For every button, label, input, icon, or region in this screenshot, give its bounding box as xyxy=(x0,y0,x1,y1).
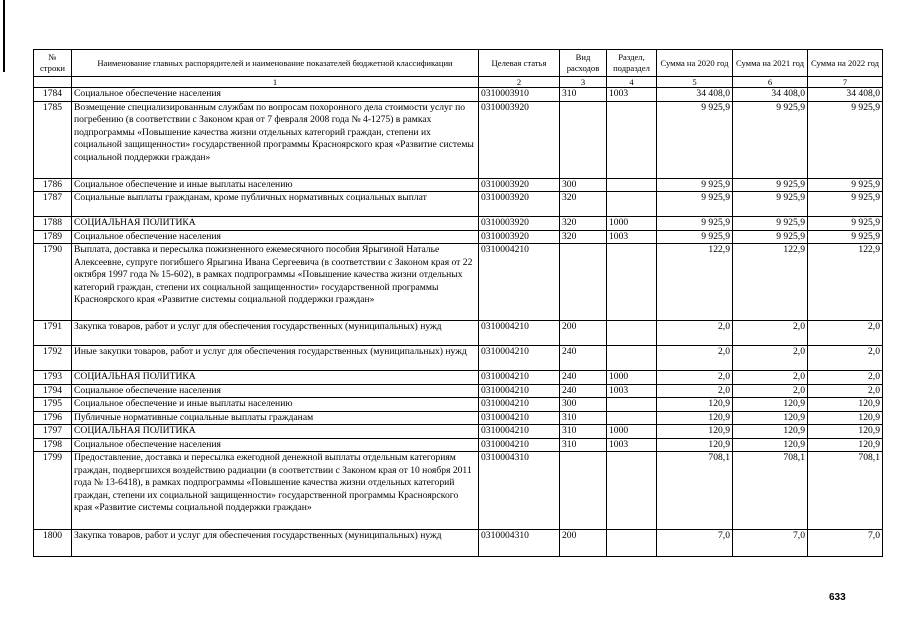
table-row xyxy=(34,425,883,439)
sum-2022: 2,0 xyxy=(808,384,883,398)
section-code: 1000 xyxy=(607,371,657,385)
expense-type: 310 xyxy=(560,425,607,439)
column-number: 5 xyxy=(657,77,733,88)
table-row xyxy=(34,101,883,178)
sum-2022: 120,9 xyxy=(808,398,883,412)
sum-2021: 9 925,9 xyxy=(733,178,808,192)
header-name: Наименование главных распорядителей и наименование показателей бюджетной классификации xyxy=(72,50,479,77)
sum-2021: 2,0 xyxy=(733,371,808,385)
target-article: 0310004210 xyxy=(479,438,560,452)
column-number: 3 xyxy=(560,77,607,88)
target-article: 0310003920 xyxy=(479,101,560,178)
sum-2020: 708,1 xyxy=(657,452,733,530)
sum-2020: 9 925,9 xyxy=(657,217,733,231)
sum-2022: 9 925,9 xyxy=(808,192,883,217)
table-row xyxy=(34,371,883,385)
sum-2021: 7,0 xyxy=(733,530,808,557)
row-name: Социальное обеспечение и иные выплаты населению xyxy=(72,178,479,192)
table-row xyxy=(34,178,883,192)
target-article: 0310004210 xyxy=(479,346,560,371)
row-number: 1792 xyxy=(34,346,72,371)
row-name: Возмещение специализированным службам по вопросам похоронного дела стоимости услуг по погребению (в соответствии с Законом края от 7 февраля 2008 года № 4-1275) в рамках подпрограммы «Повышение качества жизни отдельных категорий граждан, степени их социальной защищенности» государственной программы Красноярского края «Развитие системы социальной поддержки граждан» xyxy=(72,101,479,178)
sum-2022: 9 925,9 xyxy=(808,217,883,231)
column-number-row xyxy=(34,77,883,88)
sum-2021: 34 408,0 xyxy=(733,88,808,102)
table-row xyxy=(34,398,883,412)
header-row-number: № строки xyxy=(34,50,72,77)
row-number: 1796 xyxy=(34,411,72,425)
row-name: СОЦИАЛЬНАЯ ПОЛИТИКА xyxy=(72,371,479,385)
sum-2022: 120,9 xyxy=(808,411,883,425)
expense-type: 200 xyxy=(560,530,607,557)
expense-type: 300 xyxy=(560,178,607,192)
sum-2021: 9 925,9 xyxy=(733,217,808,231)
sum-2022: 9 925,9 xyxy=(808,230,883,244)
section-code xyxy=(607,411,657,425)
row-name: Закупка товаров, работ и услуг для обеспечения государственных (муниципальных) нужд xyxy=(72,321,479,346)
sum-2020: 2,0 xyxy=(657,384,733,398)
target-article: 0310004210 xyxy=(479,384,560,398)
sum-2022: 122,9 xyxy=(808,244,883,321)
sum-2022: 120,9 xyxy=(808,425,883,439)
table-row xyxy=(34,438,883,452)
row-name: Публичные нормативные социальные выплаты гражданам xyxy=(72,411,479,425)
table-row xyxy=(34,384,883,398)
expense-type: 310 xyxy=(560,88,607,102)
expense-type: 240 xyxy=(560,384,607,398)
expense-type: 310 xyxy=(560,438,607,452)
sum-2022: 9 925,9 xyxy=(808,178,883,192)
sum-2020: 2,0 xyxy=(657,321,733,346)
section-code xyxy=(607,398,657,412)
header-target-article: Целевая статья xyxy=(479,50,560,77)
sum-2021: 120,9 xyxy=(733,425,808,439)
target-article: 0310004210 xyxy=(479,398,560,412)
column-number: 6 xyxy=(733,77,808,88)
header-sum-2022: Сумма на 2022 год xyxy=(808,50,883,77)
table-row xyxy=(34,321,883,346)
sum-2020: 2,0 xyxy=(657,346,733,371)
row-number: 1795 xyxy=(34,398,72,412)
target-article: 0310003920 xyxy=(479,192,560,217)
expense-type xyxy=(560,101,607,178)
table-row xyxy=(34,217,883,231)
row-number: 1788 xyxy=(34,217,72,231)
target-article: 0310004210 xyxy=(479,371,560,385)
row-number: 1797 xyxy=(34,425,72,439)
table-header-row xyxy=(34,50,883,77)
section-code xyxy=(607,101,657,178)
row-name: Социальное обеспечение населения xyxy=(72,438,479,452)
sum-2021: 120,9 xyxy=(733,411,808,425)
row-name: Предоставление, доставка и пересылка ежегодной денежной выплаты отдельным категориям граждан, подвергшихся воздействию радиации (в соответствии с Законом края от 10 ноября 2011 года № 13-6418), в рамках подпрограммы «Повышение качества жизни отдельных категорий граждан, степени их социальной защищенности» государственной программы Красноярского края «Развитие системы социальной поддержки граждан» xyxy=(72,452,479,530)
expense-type: 320 xyxy=(560,230,607,244)
header-sum-2020: Сумма на 2020 год xyxy=(657,50,733,77)
page-number: 633 xyxy=(829,592,846,603)
row-name: Социальное обеспечение населения xyxy=(72,230,479,244)
table-body xyxy=(34,88,883,557)
section-code: 1003 xyxy=(607,384,657,398)
sum-2022: 34 408,0 xyxy=(808,88,883,102)
row-name: Выплата, доставка и пересылка пожизненного ежемесячного пособия Ярыгиной Наталье Алексеевне, супруге погибшего Ярыгина Ивана Сергеевича (в соответствии с Законом края от 22 октября 1997 года № 15-602), в рамках подпрограммы «Повышение качества жизни отдельных категорий граждан, степени их социальной защищенности» государственной программы Красноярского края «Развитие системы социальной поддержки граждан» xyxy=(72,244,479,321)
target-article: 0310004310 xyxy=(479,452,560,530)
row-number: 1794 xyxy=(34,384,72,398)
target-article: 0310004210 xyxy=(479,321,560,346)
sum-2022: 708,1 xyxy=(808,452,883,530)
target-article: 0310004210 xyxy=(479,425,560,439)
sum-2021: 9 925,9 xyxy=(733,101,808,178)
sum-2020: 120,9 xyxy=(657,425,733,439)
section-code: 1000 xyxy=(607,425,657,439)
row-number: 1785 xyxy=(34,101,72,178)
sum-2021: 120,9 xyxy=(733,398,808,412)
row-name: СОЦИАЛЬНАЯ ПОЛИТИКА xyxy=(72,217,479,231)
section-code xyxy=(607,178,657,192)
sum-2020: 120,9 xyxy=(657,411,733,425)
section-code: 1003 xyxy=(607,88,657,102)
sum-2020: 7,0 xyxy=(657,530,733,557)
expense-type: 310 xyxy=(560,411,607,425)
target-article: 0310003920 xyxy=(479,230,560,244)
row-number: 1786 xyxy=(34,178,72,192)
target-article: 0310003920 xyxy=(479,217,560,231)
column-number: 1 xyxy=(72,77,479,88)
section-code xyxy=(607,346,657,371)
budget-table xyxy=(33,49,883,557)
expense-type: 320 xyxy=(560,192,607,217)
sum-2021: 9 925,9 xyxy=(733,192,808,217)
expense-type: 240 xyxy=(560,371,607,385)
sum-2020: 9 925,9 xyxy=(657,101,733,178)
row-name: СОЦИАЛЬНАЯ ПОЛИТИКА xyxy=(72,425,479,439)
row-number: 1787 xyxy=(34,192,72,217)
header-sum-2021: Сумма на 2021 год xyxy=(733,50,808,77)
row-number: 1789 xyxy=(34,230,72,244)
sum-2022: 2,0 xyxy=(808,371,883,385)
target-article: 0310004310 xyxy=(479,530,560,557)
row-number: 1800 xyxy=(34,530,72,557)
expense-type: 200 xyxy=(560,321,607,346)
row-number: 1791 xyxy=(34,321,72,346)
section-code: 1003 xyxy=(607,230,657,244)
header-section: Раздел, подраздел xyxy=(607,50,657,77)
sum-2021: 708,1 xyxy=(733,452,808,530)
sum-2020: 9 925,9 xyxy=(657,192,733,217)
sum-2020: 9 925,9 xyxy=(657,178,733,192)
target-article: 0310003910 xyxy=(479,88,560,102)
sum-2022: 2,0 xyxy=(808,321,883,346)
sum-2021: 2,0 xyxy=(733,321,808,346)
sum-2021: 2,0 xyxy=(733,346,808,371)
table-row xyxy=(34,192,883,217)
expense-type xyxy=(560,452,607,530)
target-article: 0310003920 xyxy=(479,178,560,192)
row-name: Социальные выплаты гражданам, кроме публичных нормативных социальных выплат xyxy=(72,192,479,217)
sum-2021: 9 925,9 xyxy=(733,230,808,244)
row-name: Закупка товаров, работ и услуг для обеспечения государственных (муниципальных) нужд xyxy=(72,530,479,557)
sum-2022: 2,0 xyxy=(808,346,883,371)
table-row xyxy=(34,244,883,321)
sum-2020: 2,0 xyxy=(657,371,733,385)
row-number: 1784 xyxy=(34,88,72,102)
row-name: Социальное обеспечение населения xyxy=(72,384,479,398)
section-code xyxy=(607,452,657,530)
expense-type: 240 xyxy=(560,346,607,371)
sum-2022: 7,0 xyxy=(808,530,883,557)
table-row xyxy=(34,346,883,371)
header-expense-type: Вид расходов xyxy=(560,50,607,77)
expense-type xyxy=(560,244,607,321)
page-edge-line xyxy=(3,0,5,72)
row-number: 1799 xyxy=(34,452,72,530)
table-row xyxy=(34,530,883,557)
sum-2020: 122,9 xyxy=(657,244,733,321)
sum-2020: 120,9 xyxy=(657,398,733,412)
row-name: Иные закупки товаров, работ и услуг для обеспечения государственных (муниципальных) нужд xyxy=(72,346,479,371)
column-number: 4 xyxy=(607,77,657,88)
sum-2022: 120,9 xyxy=(808,438,883,452)
section-code: 1003 xyxy=(607,438,657,452)
target-article: 0310004210 xyxy=(479,411,560,425)
table-row xyxy=(34,230,883,244)
column-number xyxy=(34,77,72,88)
table-row xyxy=(34,88,883,102)
section-code xyxy=(607,321,657,346)
expense-type: 300 xyxy=(560,398,607,412)
expense-type: 320 xyxy=(560,217,607,231)
row-number: 1790 xyxy=(34,244,72,321)
section-code: 1000 xyxy=(607,217,657,231)
sum-2020: 120,9 xyxy=(657,438,733,452)
sum-2021: 2,0 xyxy=(733,384,808,398)
section-code xyxy=(607,244,657,321)
row-name: Социальное обеспечение населения xyxy=(72,88,479,102)
column-number: 7 xyxy=(808,77,883,88)
sum-2021: 122,9 xyxy=(733,244,808,321)
section-code xyxy=(607,192,657,217)
row-number: 1798 xyxy=(34,438,72,452)
sum-2020: 9 925,9 xyxy=(657,230,733,244)
section-code xyxy=(607,530,657,557)
row-name: Социальное обеспечение и иные выплаты населению xyxy=(72,398,479,412)
target-article: 0310004210 xyxy=(479,244,560,321)
sum-2020: 34 408,0 xyxy=(657,88,733,102)
column-number: 2 xyxy=(479,77,560,88)
sum-2022: 9 925,9 xyxy=(808,101,883,178)
row-number: 1793 xyxy=(34,371,72,385)
table-row xyxy=(34,452,883,530)
sum-2021: 120,9 xyxy=(733,438,808,452)
table-row xyxy=(34,411,883,425)
